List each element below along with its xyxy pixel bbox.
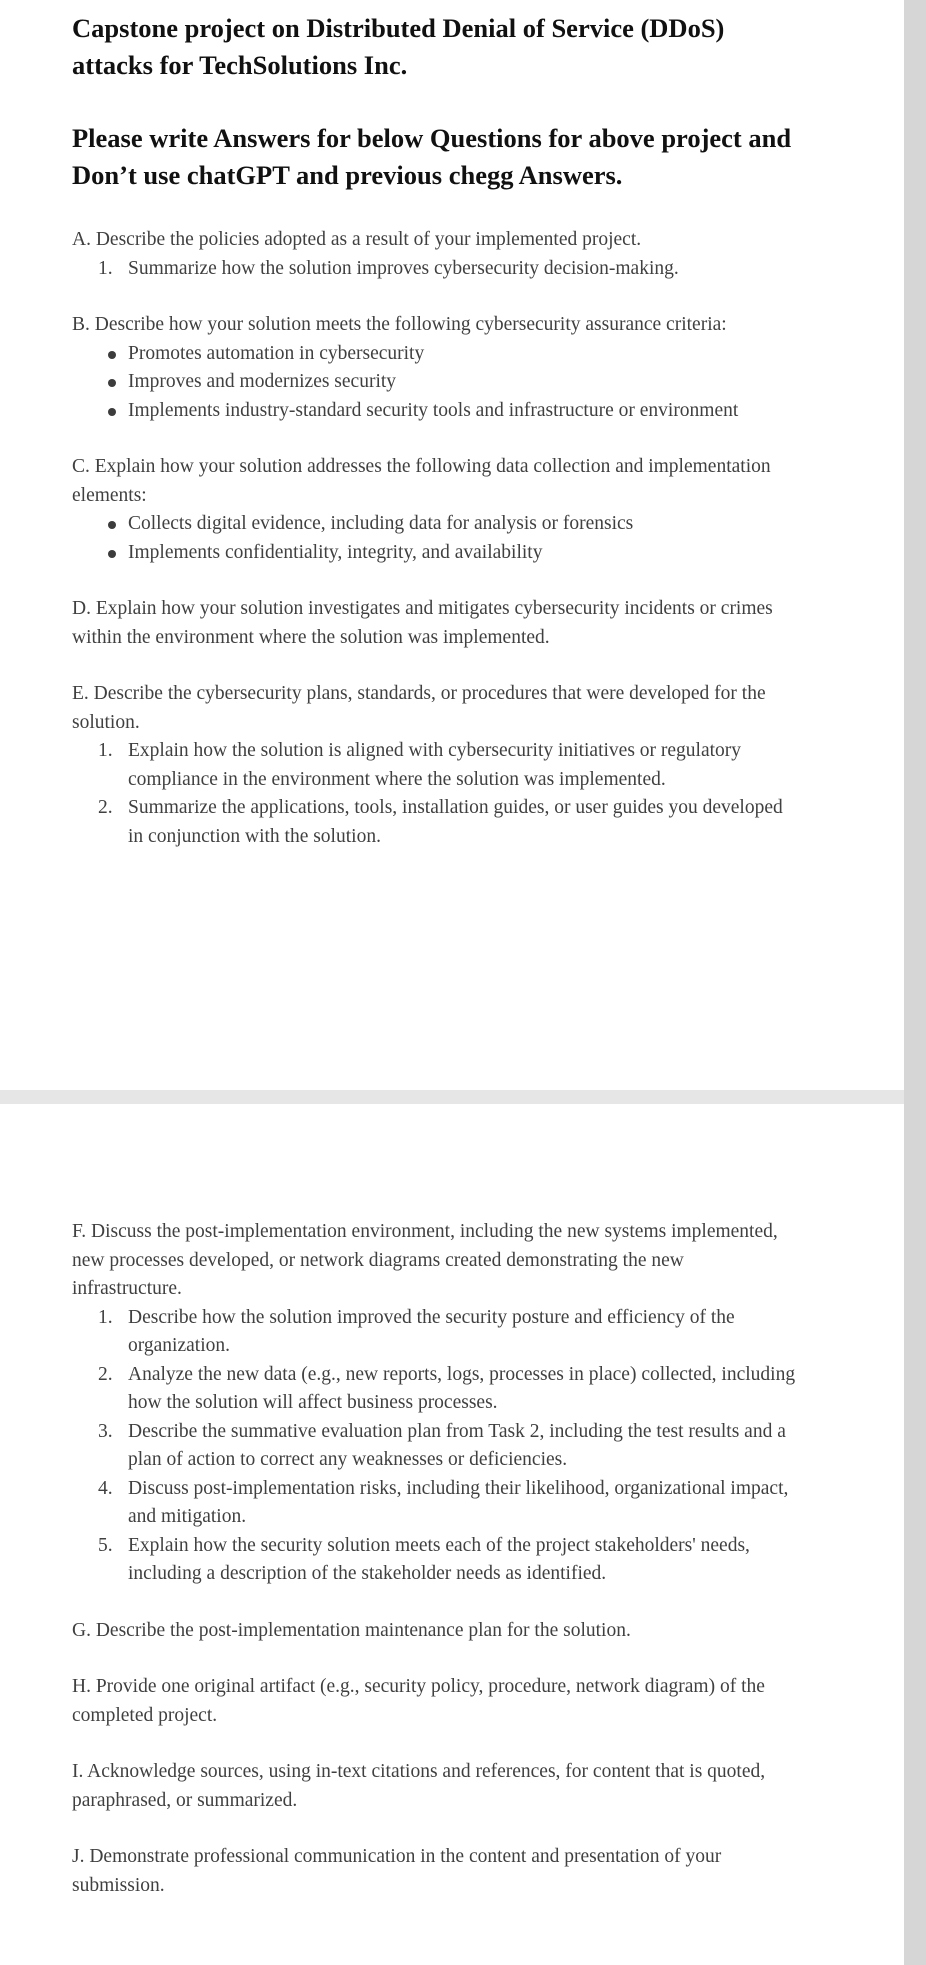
page-1-content: [72, 10, 798, 851]
section-f: [72, 1218, 798, 1589]
section-g-question: G. Describe the post-implementation maintenance plan for the solution.: [72, 1619, 631, 1641]
page-separator: [0, 1090, 904, 1104]
list-item: 5. Explain how the security solution meets each of the project stakeholders' needs, including a description of the stakeholder needs as identified.: [98, 1534, 750, 1584]
list-item: 1. Summarize how the solution improves cybersecurity decision-making.: [98, 257, 679, 279]
section-b: [72, 311, 798, 425]
section-a-question: A. Describe the policies adopted as a result of your implemented project.: [72, 229, 642, 250]
list-item: 4. Discuss post-implementation risks, including their likelihood, organizational impact, and mitigation.: [98, 1477, 789, 1527]
instruction-heading: Please write Answers for below Questions for above project and Don’t use chatGPT and previous chegg Answers.: [72, 123, 792, 190]
bullet-item: Collects digital evidence, including data for analysis or forensics: [72, 510, 798, 539]
section-f-question: F. Discuss the post-implementation environment, including the new systems implemented, new processes developed, or network diagrams created demonstrating the new infrastructure.: [72, 1221, 778, 1299]
page-2-content: [72, 1218, 798, 1900]
list-item: 2. Analyze the new data (e.g., new reports, logs, processes in place) collected, including how the solution will affect business processes.: [98, 1363, 796, 1413]
section-b-bullets: [72, 340, 798, 426]
section-d: [72, 595, 798, 652]
page-2: [0, 1104, 904, 1965]
section-h-question: H. Provide one original artifact (e.g., security policy, procedure, network diagram) of the completed project.: [72, 1676, 765, 1726]
section-j: [72, 1843, 798, 1900]
section-e-list: [72, 737, 798, 851]
section-c: [72, 453, 798, 567]
section-a-list: [72, 255, 798, 284]
list-item: 3. Describe the summative evaluation plan from Task 2, including the test results and a plan of action to correct any weaknesses or deficiencies.: [98, 1420, 786, 1470]
document-title: Capstone project on Distributed Denial of Service (DDoS) attacks for TechSolutions Inc.: [72, 13, 725, 80]
section-h: [72, 1673, 798, 1730]
section-c-bullets: [72, 510, 798, 567]
list-item: 1. Describe how the solution improved the security posture and efficiency of the organization.: [98, 1306, 735, 1356]
bullet-item: Implements confidentiality, integrity, and availability: [72, 539, 798, 568]
section-d-question: D. Explain how your solution investigates and mitigates cybersecurity incidents or crimes within the environment where the solution was implemented.: [72, 598, 773, 648]
section-f-list: [72, 1304, 798, 1589]
section-c-question: C. Explain how your solution addresses the following data collection and implementation elements:: [72, 456, 771, 506]
bullet-item: Promotes automation in cybersecurity: [72, 340, 798, 369]
section-b-question: B. Describe how your solution meets the following cybersecurity assurance criteria:: [72, 314, 727, 335]
section-e: [72, 680, 798, 851]
bullet-item: Implements industry-standard security tools and infrastructure or environment: [72, 397, 798, 426]
section-e-question: E. Describe the cybersecurity plans, standards, or procedures that were developed for the solution.: [72, 683, 766, 733]
section-i: [72, 1758, 798, 1815]
right-gutter: [904, 0, 926, 1965]
bullet-item: Improves and modernizes security: [72, 368, 798, 397]
section-j-question: J. Demonstrate professional communication in the content and presentation of your submission.: [72, 1846, 722, 1896]
list-item: 1. Explain how the solution is aligned with cybersecurity initiatives or regulatory compliance in the environment where the solution was implemented.: [98, 740, 742, 790]
list-item: 2. Summarize the applications, tools, installation guides, or user guides you developed in conjunction with the solution.: [98, 797, 783, 847]
section-i-question: I. Acknowledge sources, using in-text citations and references, for content that is quoted, paraphrased, or summarized.: [72, 1761, 766, 1811]
section-a: [72, 226, 798, 283]
section-g: [72, 1617, 798, 1646]
